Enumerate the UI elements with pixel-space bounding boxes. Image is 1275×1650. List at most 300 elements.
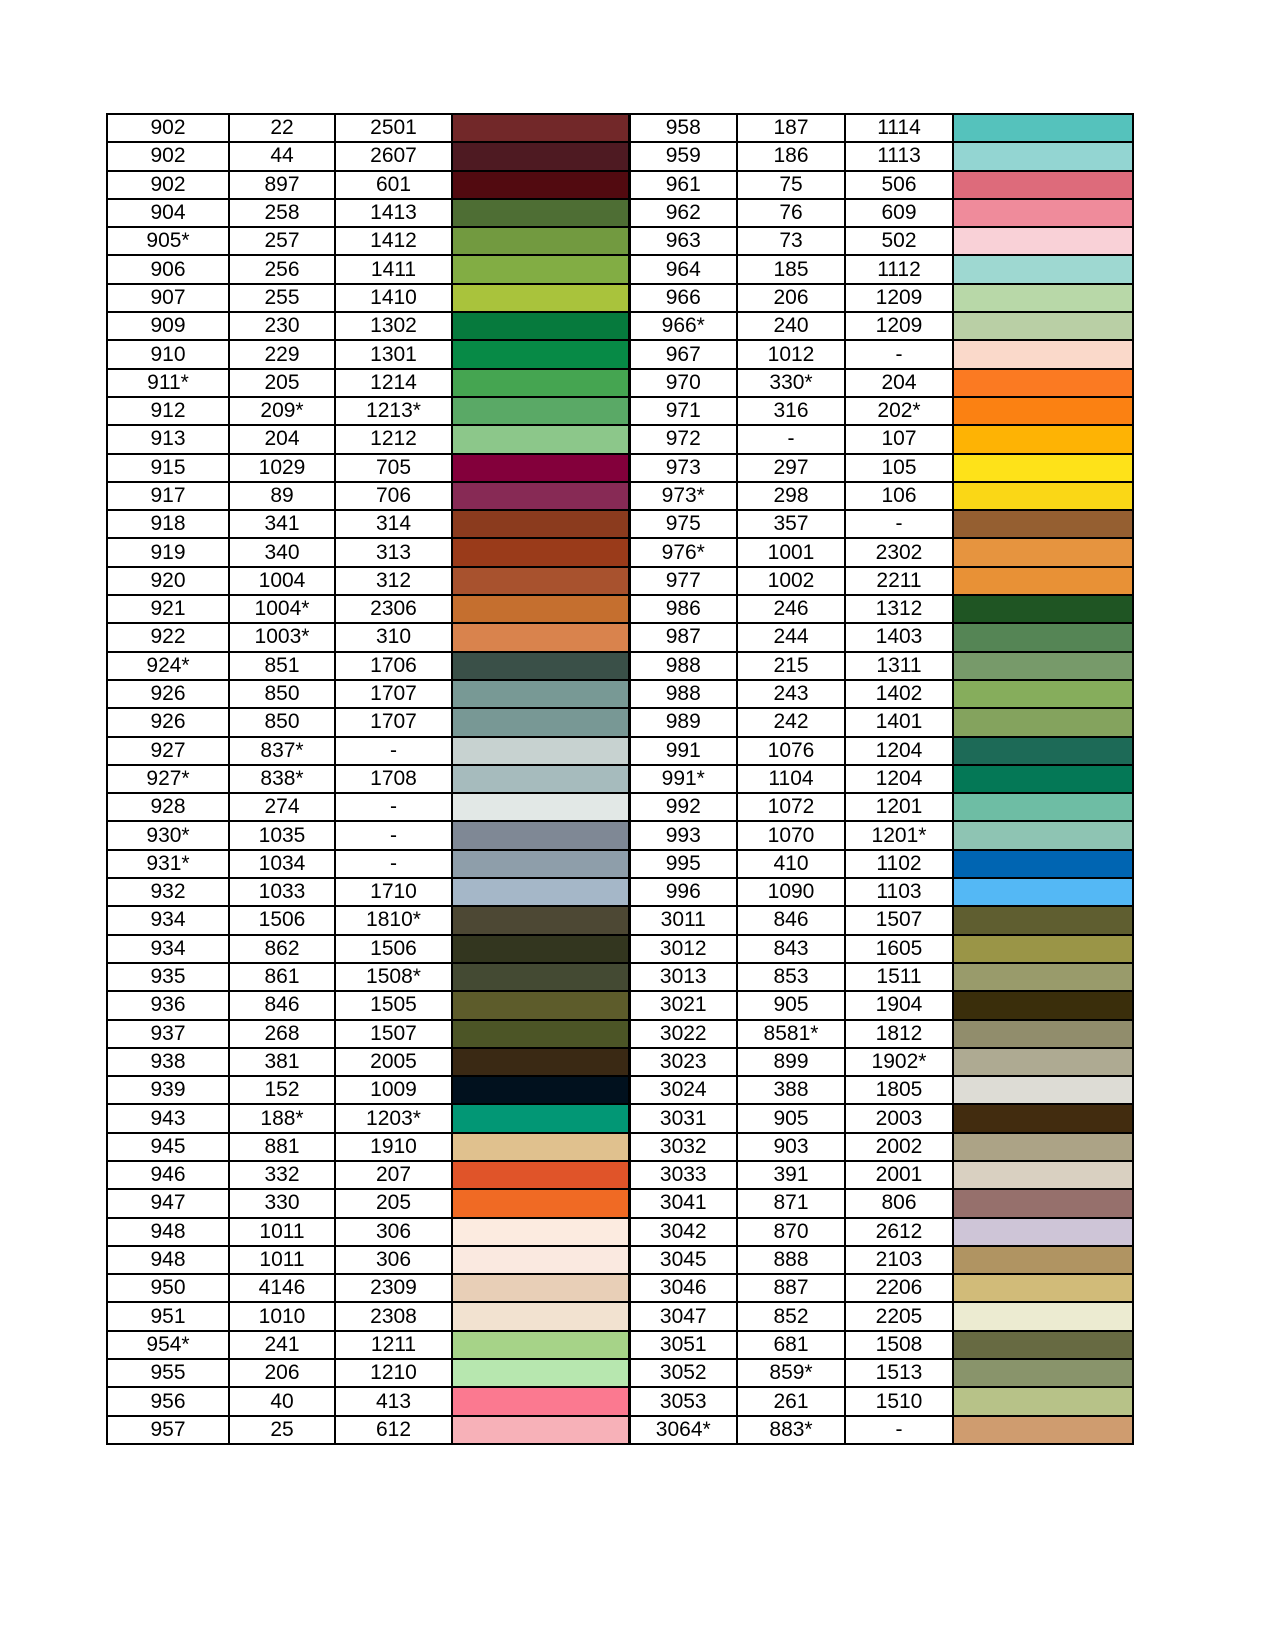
right-color-swatch <box>953 171 1133 199</box>
table-row <box>107 510 1133 538</box>
left-code-cell: 1413 <box>335 199 452 227</box>
left-code-cell: 1506 <box>335 935 452 963</box>
table-row <box>107 482 1133 510</box>
left-code-cell: 837* <box>229 737 335 765</box>
left-color-swatch <box>452 1020 629 1048</box>
right-code-cell: 1401 <box>845 708 953 736</box>
right-code-cell: 1102 <box>845 850 953 878</box>
left-code-cell: 1004 <box>229 567 335 595</box>
right-code-cell: 1209 <box>845 284 953 312</box>
table-row <box>107 595 1133 623</box>
left-color-swatch <box>452 255 629 283</box>
table-row <box>107 1246 1133 1274</box>
table-row <box>107 454 1133 482</box>
right-code-cell: 1402 <box>845 680 953 708</box>
table-row <box>107 878 1133 906</box>
left-code-cell: 919 <box>107 538 229 566</box>
left-code-cell: 330 <box>229 1189 335 1217</box>
table-row <box>107 312 1133 340</box>
left-code-cell: 850 <box>229 680 335 708</box>
left-code-cell: 1213* <box>335 397 452 425</box>
left-code-cell: 204 <box>229 425 335 453</box>
left-code-cell: 312 <box>335 567 452 595</box>
left-code-cell: 897 <box>229 171 335 199</box>
left-code-cell: 2501 <box>335 114 452 142</box>
right-code-cell: 966* <box>629 312 737 340</box>
left-code-cell: 1412 <box>335 227 452 255</box>
left-color-swatch <box>452 199 629 227</box>
left-color-swatch <box>452 114 629 142</box>
right-code-cell: 186 <box>737 142 845 170</box>
left-code-cell: 1411 <box>335 255 452 283</box>
right-code-cell: 995 <box>629 850 737 878</box>
right-color-swatch <box>953 1076 1133 1104</box>
left-code-cell: 340 <box>229 538 335 566</box>
left-color-swatch <box>452 652 629 680</box>
left-code-cell: 1708 <box>335 765 452 793</box>
left-code-cell: 229 <box>229 340 335 368</box>
right-code-cell: 1113 <box>845 142 953 170</box>
right-code-cell: 3022 <box>629 1020 737 1048</box>
table-row <box>107 1189 1133 1217</box>
left-code-cell: 922 <box>107 623 229 651</box>
left-code-cell: 924* <box>107 652 229 680</box>
right-code-cell: 330* <box>737 369 845 397</box>
right-code-cell: 1805 <box>845 1076 953 1104</box>
left-code-cell: 255 <box>229 284 335 312</box>
left-code-cell: 1707 <box>335 680 452 708</box>
left-color-swatch <box>452 1048 629 1076</box>
left-code-cell: 918 <box>107 510 229 538</box>
left-code-cell: 1210 <box>335 1359 452 1387</box>
right-code-cell: 1507 <box>845 906 953 934</box>
left-code-cell: 1706 <box>335 652 452 680</box>
left-color-swatch <box>452 1331 629 1359</box>
right-code-cell: 1204 <box>845 737 953 765</box>
left-code-cell: 1203* <box>335 1104 452 1132</box>
right-code-cell: 3053 <box>629 1387 737 1415</box>
right-code-cell: 681 <box>737 1331 845 1359</box>
table-row <box>107 850 1133 878</box>
right-code-cell: 973 <box>629 454 737 482</box>
table-row <box>107 906 1133 934</box>
left-code-cell: 954* <box>107 1331 229 1359</box>
right-code-cell: 962 <box>629 199 737 227</box>
left-code-cell: 946 <box>107 1161 229 1189</box>
left-color-swatch <box>452 482 629 510</box>
left-code-cell: 258 <box>229 199 335 227</box>
right-code-cell: 903 <box>737 1133 845 1161</box>
left-code-cell: 2306 <box>335 595 452 623</box>
left-code-cell: 926 <box>107 680 229 708</box>
left-code-cell: 2005 <box>335 1048 452 1076</box>
left-code-cell: 945 <box>107 1133 229 1161</box>
left-code-cell: - <box>335 793 452 821</box>
right-color-swatch <box>953 1161 1133 1189</box>
right-code-cell: 107 <box>845 425 953 453</box>
right-code-cell: 1902* <box>845 1048 953 1076</box>
left-code-cell: 230 <box>229 312 335 340</box>
left-code-cell: 601 <box>335 171 452 199</box>
right-code-cell: 1312 <box>845 595 953 623</box>
left-code-cell: 1505 <box>335 991 452 1019</box>
right-code-cell: 1076 <box>737 737 845 765</box>
left-color-swatch <box>452 567 629 595</box>
left-code-cell: 1029 <box>229 454 335 482</box>
table-row <box>107 737 1133 765</box>
left-color-swatch <box>452 142 629 170</box>
table-row <box>107 1387 1133 1415</box>
right-color-swatch <box>953 114 1133 142</box>
left-color-swatch <box>452 1161 629 1189</box>
left-code-cell: 1507 <box>335 1020 452 1048</box>
left-code-cell: 332 <box>229 1161 335 1189</box>
left-code-cell: 40 <box>229 1387 335 1415</box>
right-code-cell: 2103 <box>845 1246 953 1274</box>
right-code-cell: 1201 <box>845 793 953 821</box>
right-code-cell: 1104 <box>737 765 845 793</box>
right-code-cell: 976* <box>629 538 737 566</box>
left-code-cell: 861 <box>229 963 335 991</box>
right-code-cell: 3041 <box>629 1189 737 1217</box>
left-color-swatch <box>452 425 629 453</box>
left-color-swatch <box>452 312 629 340</box>
table-row <box>107 991 1133 1019</box>
left-color-swatch <box>452 1189 629 1217</box>
left-code-cell: 381 <box>229 1048 335 1076</box>
right-code-cell: 2206 <box>845 1274 953 1302</box>
left-code-cell: 413 <box>335 1387 452 1415</box>
left-code-cell: 268 <box>229 1020 335 1048</box>
right-code-cell: 977 <box>629 567 737 595</box>
right-color-swatch <box>953 737 1133 765</box>
right-code-cell: 185 <box>737 255 845 283</box>
left-code-cell: 256 <box>229 255 335 283</box>
left-code-cell: 930* <box>107 821 229 849</box>
right-code-cell: 1605 <box>845 935 953 963</box>
right-code-cell: 3047 <box>629 1302 737 1330</box>
right-code-cell: 1090 <box>737 878 845 906</box>
table-row <box>107 680 1133 708</box>
right-code-cell: 75 <box>737 171 845 199</box>
right-code-cell: 961 <box>629 171 737 199</box>
table-row <box>107 199 1133 227</box>
right-color-swatch <box>953 680 1133 708</box>
left-code-cell: 188* <box>229 1104 335 1132</box>
right-code-cell: 410 <box>737 850 845 878</box>
right-code-cell: 506 <box>845 171 953 199</box>
right-code-cell: 1513 <box>845 1359 953 1387</box>
left-code-cell: 257 <box>229 227 335 255</box>
table-row <box>107 1218 1133 1246</box>
left-code-cell: 44 <box>229 142 335 170</box>
right-code-cell: 297 <box>737 454 845 482</box>
right-color-swatch <box>953 1133 1133 1161</box>
right-code-cell: 3024 <box>629 1076 737 1104</box>
right-code-cell: 1508 <box>845 1331 953 1359</box>
left-color-swatch <box>452 538 629 566</box>
table-row <box>107 1302 1133 1330</box>
left-color-swatch <box>452 369 629 397</box>
right-code-cell: 966 <box>629 284 737 312</box>
left-code-cell: 705 <box>335 454 452 482</box>
right-code-cell: 2001 <box>845 1161 953 1189</box>
right-code-cell: 2302 <box>845 538 953 566</box>
left-code-cell: 1212 <box>335 425 452 453</box>
right-code-cell: 206 <box>737 284 845 312</box>
right-color-swatch <box>953 312 1133 340</box>
table-row <box>107 567 1133 595</box>
right-code-cell: 240 <box>737 312 845 340</box>
left-code-cell: 1033 <box>229 878 335 906</box>
table-row <box>107 1274 1133 1302</box>
right-code-cell: 1201* <box>845 821 953 849</box>
right-code-cell: 3031 <box>629 1104 737 1132</box>
left-code-cell: 936 <box>107 991 229 1019</box>
right-code-cell: 870 <box>737 1218 845 1246</box>
right-code-cell: 958 <box>629 114 737 142</box>
left-code-cell: 939 <box>107 1076 229 1104</box>
left-code-cell: 274 <box>229 793 335 821</box>
right-color-swatch <box>953 765 1133 793</box>
right-color-swatch <box>953 1048 1133 1076</box>
left-code-cell: 911* <box>107 369 229 397</box>
right-color-swatch <box>953 1359 1133 1387</box>
left-color-swatch <box>452 1218 629 1246</box>
left-code-cell: 921 <box>107 595 229 623</box>
right-color-swatch <box>953 567 1133 595</box>
left-color-swatch <box>452 595 629 623</box>
left-color-swatch <box>452 171 629 199</box>
left-code-cell: 1910 <box>335 1133 452 1161</box>
right-color-swatch <box>953 538 1133 566</box>
right-code-cell: 852 <box>737 1302 845 1330</box>
right-code-cell: 972 <box>629 425 737 453</box>
left-code-cell: 910 <box>107 340 229 368</box>
left-color-swatch <box>452 454 629 482</box>
right-code-cell: 76 <box>737 199 845 227</box>
right-color-swatch <box>953 199 1133 227</box>
right-color-swatch <box>953 708 1133 736</box>
right-code-cell: 887 <box>737 1274 845 1302</box>
left-code-cell: 1211 <box>335 1331 452 1359</box>
table-row <box>107 538 1133 566</box>
left-code-cell: 935 <box>107 963 229 991</box>
left-code-cell: 934 <box>107 935 229 963</box>
right-color-swatch <box>953 369 1133 397</box>
right-code-cell: 2211 <box>845 567 953 595</box>
right-code-cell: 871 <box>737 1189 845 1217</box>
left-color-swatch <box>452 906 629 934</box>
left-code-cell: 913 <box>107 425 229 453</box>
right-color-swatch <box>953 906 1133 934</box>
table-row <box>107 793 1133 821</box>
table-row <box>107 623 1133 651</box>
left-code-cell: 1301 <box>335 340 452 368</box>
right-code-cell: 989 <box>629 708 737 736</box>
right-code-cell: 971 <box>629 397 737 425</box>
table-row <box>107 963 1133 991</box>
right-code-cell: 905 <box>737 1104 845 1132</box>
left-color-swatch <box>452 623 629 651</box>
right-code-cell: 8581* <box>737 1020 845 1048</box>
left-code-cell: 850 <box>229 708 335 736</box>
left-code-cell: 955 <box>107 1359 229 1387</box>
right-color-swatch <box>953 595 1133 623</box>
right-code-cell: 991 <box>629 737 737 765</box>
left-code-cell: 957 <box>107 1416 229 1444</box>
right-code-cell: - <box>845 1416 953 1444</box>
right-code-cell: 391 <box>737 1161 845 1189</box>
right-color-swatch <box>953 623 1133 651</box>
table-row <box>107 708 1133 736</box>
right-code-cell: 357 <box>737 510 845 538</box>
left-code-cell: 948 <box>107 1246 229 1274</box>
left-code-cell: 313 <box>335 538 452 566</box>
left-code-cell: 838* <box>229 765 335 793</box>
right-code-cell: 967 <box>629 340 737 368</box>
right-code-cell: 1112 <box>845 255 953 283</box>
right-color-swatch <box>953 1246 1133 1274</box>
right-code-cell: 996 <box>629 878 737 906</box>
right-code-cell: 1001 <box>737 538 845 566</box>
right-color-swatch <box>953 1189 1133 1217</box>
left-code-cell: 937 <box>107 1020 229 1048</box>
left-color-swatch <box>452 1387 629 1415</box>
left-color-swatch <box>452 1359 629 1387</box>
right-code-cell: 959 <box>629 142 737 170</box>
left-code-cell: 706 <box>335 482 452 510</box>
right-color-swatch <box>953 991 1133 1019</box>
left-color-swatch <box>452 708 629 736</box>
left-code-cell: 22 <box>229 114 335 142</box>
right-code-cell: 204 <box>845 369 953 397</box>
left-color-swatch <box>452 1302 629 1330</box>
table-row <box>107 1048 1133 1076</box>
left-code-cell: 1410 <box>335 284 452 312</box>
right-code-cell: 3046 <box>629 1274 737 1302</box>
left-color-swatch <box>452 1104 629 1132</box>
right-code-cell: 888 <box>737 1246 845 1274</box>
left-color-swatch <box>452 680 629 708</box>
left-code-cell: 25 <box>229 1416 335 1444</box>
right-code-cell: 3051 <box>629 1331 737 1359</box>
right-code-cell: 1002 <box>737 567 845 595</box>
right-code-cell: 988 <box>629 652 737 680</box>
left-color-swatch <box>452 284 629 312</box>
right-color-swatch <box>953 793 1133 821</box>
right-code-cell: 3013 <box>629 963 737 991</box>
right-color-swatch <box>953 1274 1133 1302</box>
left-color-swatch <box>452 765 629 793</box>
left-color-swatch <box>452 737 629 765</box>
left-code-cell: 1214 <box>335 369 452 397</box>
left-code-cell: 341 <box>229 510 335 538</box>
table-row <box>107 1133 1133 1161</box>
right-code-cell: 3052 <box>629 1359 737 1387</box>
right-code-cell: 73 <box>737 227 845 255</box>
left-color-swatch <box>452 935 629 963</box>
right-color-swatch <box>953 1302 1133 1330</box>
right-code-cell: 988 <box>629 680 737 708</box>
left-code-cell: 917 <box>107 482 229 510</box>
table-row <box>107 652 1133 680</box>
right-code-cell: 964 <box>629 255 737 283</box>
right-code-cell: 3021 <box>629 991 737 1019</box>
left-code-cell: 1011 <box>229 1246 335 1274</box>
table-row <box>107 765 1133 793</box>
right-code-cell: 992 <box>629 793 737 821</box>
left-code-cell: 932 <box>107 878 229 906</box>
left-code-cell: 1009 <box>335 1076 452 1104</box>
right-code-cell: 846 <box>737 906 845 934</box>
right-code-cell: 3023 <box>629 1048 737 1076</box>
left-code-cell: 943 <box>107 1104 229 1132</box>
right-code-cell: 3042 <box>629 1218 737 1246</box>
left-code-cell: 938 <box>107 1048 229 1076</box>
table-row <box>107 1104 1133 1132</box>
right-code-cell: 1209 <box>845 312 953 340</box>
right-code-cell: 261 <box>737 1387 845 1415</box>
left-color-swatch <box>452 793 629 821</box>
right-color-swatch <box>953 1020 1133 1048</box>
table-row <box>107 425 1133 453</box>
left-code-cell: 956 <box>107 1387 229 1415</box>
right-color-swatch <box>953 142 1133 170</box>
right-code-cell: - <box>845 340 953 368</box>
right-color-swatch <box>953 227 1133 255</box>
left-code-cell: 1506 <box>229 906 335 934</box>
left-code-cell: 926 <box>107 708 229 736</box>
right-color-swatch <box>953 510 1133 538</box>
left-code-cell: 206 <box>229 1359 335 1387</box>
left-code-cell: 241 <box>229 1331 335 1359</box>
left-code-cell: 862 <box>229 935 335 963</box>
left-code-cell: 881 <box>229 1133 335 1161</box>
left-code-cell: 951 <box>107 1302 229 1330</box>
right-code-cell: 3012 <box>629 935 737 963</box>
left-color-swatch <box>452 991 629 1019</box>
right-code-cell: 1510 <box>845 1387 953 1415</box>
left-code-cell: 906 <box>107 255 229 283</box>
table-row <box>107 369 1133 397</box>
left-code-cell: - <box>335 737 452 765</box>
right-code-cell: 973* <box>629 482 737 510</box>
table-row <box>107 1359 1133 1387</box>
right-code-cell: 1072 <box>737 793 845 821</box>
right-code-cell: 1103 <box>845 878 953 906</box>
right-code-cell: 609 <box>845 199 953 227</box>
left-code-cell: 2308 <box>335 1302 452 1330</box>
left-code-cell: 1003* <box>229 623 335 651</box>
left-color-swatch <box>452 397 629 425</box>
right-code-cell: 3033 <box>629 1161 737 1189</box>
right-code-cell: 859* <box>737 1359 845 1387</box>
right-code-cell: 1511 <box>845 963 953 991</box>
right-code-cell: 105 <box>845 454 953 482</box>
left-code-cell: 1004* <box>229 595 335 623</box>
left-color-swatch <box>452 227 629 255</box>
table-row <box>107 821 1133 849</box>
left-code-cell: 205 <box>335 1189 452 1217</box>
left-color-swatch <box>452 963 629 991</box>
left-code-cell: - <box>335 850 452 878</box>
left-code-cell: 1810* <box>335 906 452 934</box>
left-color-swatch <box>452 1133 629 1161</box>
table-row <box>107 284 1133 312</box>
left-code-cell: 902 <box>107 142 229 170</box>
table-row <box>107 1331 1133 1359</box>
